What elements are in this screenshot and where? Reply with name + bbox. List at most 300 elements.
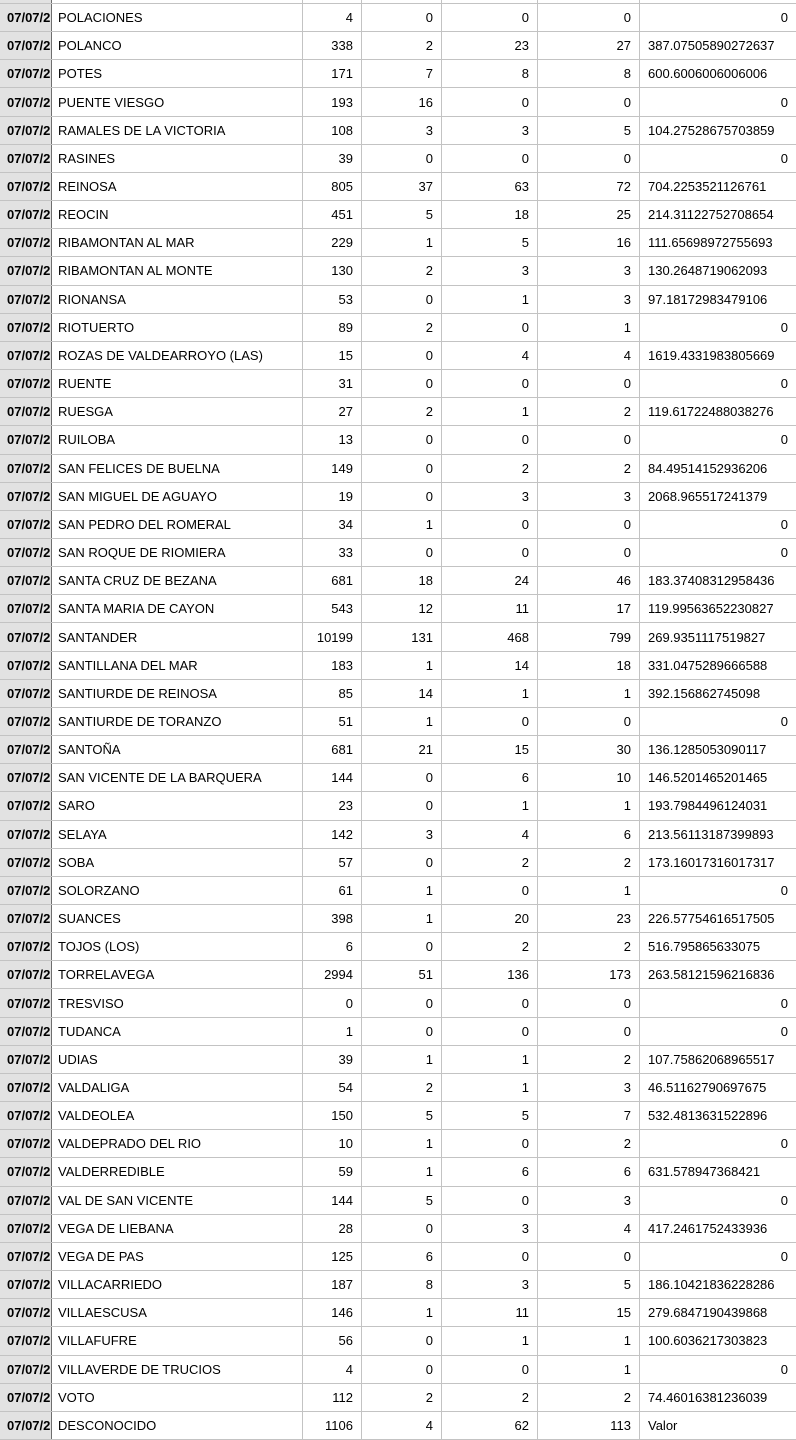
value-cell-2[interactable]: 131: [362, 623, 442, 650]
value-cell-4[interactable]: 25: [538, 201, 640, 228]
rate-cell[interactable]: 193.7984496124031: [648, 798, 768, 814]
rate-cell[interactable]: 331.0475289666588: [648, 657, 768, 673]
value-cell-1[interactable]: 183: [303, 652, 362, 679]
value-cell-3[interactable]: 136: [442, 961, 538, 988]
value-cell-3[interactable]: 0: [442, 88, 538, 115]
municipality-cell[interactable]: SANTIURDE DE REINOSA: [52, 680, 303, 707]
date-cell[interactable]: 07/07/2: [0, 539, 52, 566]
value-cell-2[interactable]: 3: [362, 117, 442, 144]
municipality-cell[interactable]: SANTILLANA DEL MAR: [52, 652, 303, 679]
value-cell-2[interactable]: 6: [362, 1243, 442, 1270]
value-cell-1[interactable]: 28: [303, 1215, 362, 1242]
municipality-cell[interactable]: SANTOÑA: [52, 736, 303, 763]
value-cell-2[interactable]: 18: [362, 567, 442, 594]
municipality-cell[interactable]: VALDALIGA: [52, 1074, 303, 1101]
value-cell-1[interactable]: 130: [303, 257, 362, 284]
date-cell[interactable]: 07/07/2: [0, 989, 52, 1016]
value-cell-1[interactable]: 398: [303, 905, 362, 932]
value-cell-3[interactable]: 63: [442, 173, 538, 200]
municipality-cell[interactable]: POTES: [52, 60, 303, 87]
value-cell-4[interactable]: 2: [538, 1046, 640, 1073]
municipality-cell[interactable]: PUENTE VIESGO: [52, 88, 303, 115]
value-cell-2[interactable]: 1: [362, 708, 442, 735]
value-cell-3[interactable]: 18: [442, 201, 538, 228]
date-cell[interactable]: 07/07/2: [0, 455, 52, 482]
date-cell[interactable]: 07/07/2: [0, 1215, 52, 1242]
value-cell-3[interactable]: 0: [442, 145, 538, 172]
municipality-cell[interactable]: SAN PEDRO DEL ROMERAL: [52, 511, 303, 538]
rate-cell[interactable]: 0: [780, 94, 788, 110]
value-cell-4[interactable]: 17: [538, 595, 640, 622]
value-cell-3[interactable]: 1: [442, 286, 538, 313]
date-cell[interactable]: 07/07/2: [0, 286, 52, 313]
rate-cell[interactable]: 46.51162790697675: [648, 1080, 767, 1096]
municipality-cell[interactable]: UDIAS: [52, 1046, 303, 1073]
rate-cell[interactable]: 631.578947368421: [648, 1164, 761, 1180]
value-cell-1[interactable]: 54: [303, 1074, 362, 1101]
date-cell[interactable]: 07/07/2: [0, 229, 52, 256]
date-cell[interactable]: 07/07/2: [0, 398, 52, 425]
value-cell-2[interactable]: 2: [362, 257, 442, 284]
rate-cell[interactable]: 119.99563652230827: [648, 601, 774, 617]
value-cell-3[interactable]: 0: [442, 1187, 538, 1214]
value-cell-3[interactable]: 23: [442, 32, 538, 59]
municipality-cell[interactable]: SAN MIGUEL DE AGUAYO: [52, 483, 303, 510]
municipality-cell[interactable]: ROZAS DE VALDEARROYO (LAS): [52, 342, 303, 369]
value-cell-2[interactable]: 1: [362, 1299, 442, 1326]
date-cell[interactable]: 07/07/2: [0, 257, 52, 284]
value-cell-4[interactable]: 3: [538, 1074, 640, 1101]
rate-cell[interactable]: 0: [780, 545, 788, 561]
rate-cell[interactable]: 0: [780, 1248, 788, 1264]
municipality-cell[interactable]: SAN FELICES DE BUELNA: [52, 455, 303, 482]
value-cell-3[interactable]: 11: [442, 1299, 538, 1326]
municipality-cell[interactable]: VALDEOLEA: [52, 1102, 303, 1129]
value-cell-4[interactable]: [538, 0, 640, 3]
municipality-cell[interactable]: TORRELAVEGA: [52, 961, 303, 988]
value-cell-1[interactable]: 146: [303, 1299, 362, 1326]
municipality-cell[interactable]: SOLORZANO: [52, 877, 303, 904]
value-cell-3[interactable]: 0: [442, 708, 538, 735]
value-cell-2[interactable]: 1: [362, 877, 442, 904]
value-cell-1[interactable]: 10: [303, 1130, 362, 1157]
value-cell-4[interactable]: 0: [538, 511, 640, 538]
rate-cell[interactable]: 704.2253521126761: [648, 179, 767, 195]
value-cell-1[interactable]: 149: [303, 455, 362, 482]
value-cell-1[interactable]: 19: [303, 483, 362, 510]
value-cell-3[interactable]: 1: [442, 680, 538, 707]
date-cell[interactable]: 07/07/2: [0, 1187, 52, 1214]
value-cell-4[interactable]: 799: [538, 623, 640, 650]
value-cell-3[interactable]: 0: [442, 1243, 538, 1270]
value-cell-1[interactable]: 10199: [303, 623, 362, 650]
municipality-cell[interactable]: POLANCO: [52, 32, 303, 59]
date-cell[interactable]: 07/07/2: [0, 905, 52, 932]
value-cell-1[interactable]: 125: [303, 1243, 362, 1270]
value-cell-4[interactable]: 27: [538, 32, 640, 59]
value-cell-1[interactable]: 681: [303, 567, 362, 594]
value-cell-4[interactable]: 3: [538, 1187, 640, 1214]
value-cell-4[interactable]: 5: [538, 117, 640, 144]
date-cell[interactable]: 07/07/2: [0, 32, 52, 59]
rate-cell[interactable]: Valor: [648, 1417, 678, 1433]
value-cell-4[interactable]: 0: [538, 989, 640, 1016]
date-cell[interactable]: 07/07/2: [0, 173, 52, 200]
rate-cell[interactable]: [640, 0, 796, 3]
value-cell-4[interactable]: 5: [538, 1271, 640, 1298]
municipality-cell[interactable]: SANTA MARIA DE CAYON: [52, 595, 303, 622]
value-cell-3[interactable]: 0: [442, 511, 538, 538]
value-cell-2[interactable]: 2: [362, 1384, 442, 1411]
value-cell-3[interactable]: 0: [442, 4, 538, 31]
value-cell-2[interactable]: 7: [362, 60, 442, 87]
date-cell[interactable]: 07/07/2: [0, 342, 52, 369]
municipality-cell[interactable]: VILLAFUFRE: [52, 1327, 303, 1354]
date-cell[interactable]: 07/07/2: [0, 1158, 52, 1185]
municipality-cell[interactable]: VILLAESCUSA: [52, 1299, 303, 1326]
value-cell-3[interactable]: 14: [442, 652, 538, 679]
value-cell-2[interactable]: 0: [362, 764, 442, 791]
value-cell-4[interactable]: 0: [538, 1018, 640, 1045]
value-cell-1[interactable]: 27: [303, 398, 362, 425]
value-cell-2[interactable]: 0: [362, 4, 442, 31]
municipality-cell[interactable]: RIBAMONTAN AL MAR: [52, 229, 303, 256]
rate-cell[interactable]: 0: [780, 516, 788, 532]
rate-cell[interactable]: 111.65698972755693: [648, 235, 773, 251]
value-cell-2[interactable]: 3: [362, 821, 442, 848]
date-cell[interactable]: 07/07/2: [0, 1102, 52, 1129]
date-cell[interactable]: 07/07/2: [0, 849, 52, 876]
date-cell[interactable]: 07/07/2: [0, 426, 52, 453]
rate-cell[interactable]: 0: [780, 995, 788, 1011]
value-cell-1[interactable]: 193: [303, 88, 362, 115]
value-cell-4[interactable]: 0: [538, 4, 640, 31]
date-cell[interactable]: 07/07/2: [0, 88, 52, 115]
rate-cell[interactable]: 146.5201465201465: [648, 770, 768, 786]
value-cell-3[interactable]: 3: [442, 257, 538, 284]
rate-cell[interactable]: 0: [780, 713, 788, 729]
rate-cell[interactable]: 214.31122752708654: [648, 207, 774, 223]
municipality-cell[interactable]: VALDERREDIBLE: [52, 1158, 303, 1185]
value-cell-2[interactable]: 0: [362, 1018, 442, 1045]
municipality-cell[interactable]: SUANCES: [52, 905, 303, 932]
value-cell-2[interactable]: 12: [362, 595, 442, 622]
municipality-cell[interactable]: SANTIURDE DE TORANZO: [52, 708, 303, 735]
value-cell-1[interactable]: 13: [303, 426, 362, 453]
value-cell-3[interactable]: 0: [442, 1130, 538, 1157]
value-cell-4[interactable]: 1: [538, 1356, 640, 1383]
value-cell-3[interactable]: 62: [442, 1412, 538, 1439]
date-cell[interactable]: 07/07/2: [0, 821, 52, 848]
date-cell[interactable]: 07/07/2: [0, 1046, 52, 1073]
value-cell-1[interactable]: 142: [303, 821, 362, 848]
rate-cell[interactable]: 263.58121596216836: [648, 967, 775, 983]
municipality-cell[interactable]: SOBA: [52, 849, 303, 876]
value-cell-1[interactable]: 51: [303, 708, 362, 735]
date-cell[interactable]: 07/07/2: [0, 1074, 52, 1101]
value-cell-3[interactable]: 4: [442, 342, 538, 369]
value-cell-3[interactable]: 1: [442, 792, 538, 819]
value-cell-3[interactable]: 2: [442, 849, 538, 876]
value-cell-2[interactable]: 8: [362, 1271, 442, 1298]
rate-cell[interactable]: 84.49514152936206: [648, 460, 768, 476]
date-cell[interactable]: 07/07/2: [0, 145, 52, 172]
municipality-cell[interactable]: RUESGA: [52, 398, 303, 425]
value-cell-2[interactable]: 5: [362, 201, 442, 228]
value-cell-1[interactable]: 85: [303, 680, 362, 707]
municipality-cell[interactable]: TRESVISO: [52, 989, 303, 1016]
municipality-cell[interactable]: SELAYA: [52, 821, 303, 848]
date-cell[interactable]: 07/07/2: [0, 1299, 52, 1326]
date-cell[interactable]: 07/07/2: [0, 511, 52, 538]
value-cell-1[interactable]: 6: [303, 933, 362, 960]
value-cell-4[interactable]: 1: [538, 680, 640, 707]
value-cell-4[interactable]: 4: [538, 342, 640, 369]
value-cell-3[interactable]: 6: [442, 1158, 538, 1185]
value-cell-3[interactable]: 0: [442, 426, 538, 453]
value-cell-1[interactable]: 33: [303, 539, 362, 566]
municipality-cell[interactable]: DESCONOCIDO: [52, 1412, 303, 1439]
value-cell-2[interactable]: 0: [362, 455, 442, 482]
value-cell-2[interactable]: 1: [362, 1046, 442, 1073]
value-cell-4[interactable]: 0: [538, 1243, 640, 1270]
value-cell-4[interactable]: 72: [538, 173, 640, 200]
municipality-cell[interactable]: RUENTE: [52, 370, 303, 397]
rate-cell[interactable]: 0: [780, 1023, 788, 1039]
value-cell-4[interactable]: 30: [538, 736, 640, 763]
rate-cell[interactable]: 74.46016381236039: [648, 1389, 768, 1405]
value-cell-4[interactable]: 3: [538, 483, 640, 510]
value-cell-2[interactable]: 37: [362, 173, 442, 200]
date-cell[interactable]: 07/07/2: [0, 567, 52, 594]
municipality-cell[interactable]: RUILOBA: [52, 426, 303, 453]
value-cell-2[interactable]: 0: [362, 792, 442, 819]
rate-cell[interactable]: 136.1285053090117: [648, 742, 767, 758]
rate-cell[interactable]: 107.75862068965517: [648, 1051, 775, 1067]
date-cell[interactable]: 07/07/2: [0, 652, 52, 679]
value-cell-4[interactable]: 6: [538, 1158, 640, 1185]
rate-cell[interactable]: 130.2648719062093: [648, 263, 768, 279]
value-cell-1[interactable]: 681: [303, 736, 362, 763]
rate-cell[interactable]: 0: [780, 1361, 788, 1377]
value-cell-4[interactable]: 1: [538, 877, 640, 904]
municipality-cell[interactable]: REINOSA: [52, 173, 303, 200]
date-cell[interactable]: 07/07/2: [0, 736, 52, 763]
value-cell-1[interactable]: 53: [303, 286, 362, 313]
date-cell[interactable]: 07/07/2: [0, 680, 52, 707]
value-cell-3[interactable]: 1: [442, 398, 538, 425]
value-cell-4[interactable]: 7: [538, 1102, 640, 1129]
value-cell-2[interactable]: 1: [362, 511, 442, 538]
value-cell-3[interactable]: 11: [442, 595, 538, 622]
value-cell-3[interactable]: 4: [442, 821, 538, 848]
value-cell-4[interactable]: 6: [538, 821, 640, 848]
value-cell-2[interactable]: 4: [362, 1412, 442, 1439]
date-cell[interactable]: 07/07/2: [0, 877, 52, 904]
rate-cell[interactable]: 186.10421836228286: [648, 1277, 775, 1293]
value-cell-3[interactable]: 1: [442, 1327, 538, 1354]
date-cell[interactable]: 07/07/2: [0, 792, 52, 819]
value-cell-2[interactable]: 2: [362, 32, 442, 59]
value-cell-1[interactable]: 4: [303, 4, 362, 31]
rate-cell[interactable]: 226.57754616517505: [648, 911, 775, 927]
value-cell-2[interactable]: 1: [362, 229, 442, 256]
value-cell-1[interactable]: 4: [303, 1356, 362, 1383]
date-cell[interactable]: 07/07/2: [0, 370, 52, 397]
value-cell-2[interactable]: 0: [362, 145, 442, 172]
date-cell[interactable]: 07/07/2: [0, 1018, 52, 1045]
value-cell-1[interactable]: 1106: [303, 1412, 362, 1439]
date-cell[interactable]: 07/07/2: [0, 764, 52, 791]
date-cell[interactable]: [0, 0, 52, 3]
value-cell-1[interactable]: 543: [303, 595, 362, 622]
value-cell-4[interactable]: 2: [538, 455, 640, 482]
value-cell-2[interactable]: 0: [362, 539, 442, 566]
municipality-cell[interactable]: VEGA DE LIEBANA: [52, 1215, 303, 1242]
value-cell-1[interactable]: 187: [303, 1271, 362, 1298]
date-cell[interactable]: 07/07/2: [0, 1243, 52, 1270]
value-cell-2[interactable]: 0: [362, 1327, 442, 1354]
value-cell-3[interactable]: 1: [442, 1074, 538, 1101]
value-cell-2[interactable]: 0: [362, 933, 442, 960]
value-cell-1[interactable]: 57: [303, 849, 362, 876]
value-cell-4[interactable]: 0: [538, 370, 640, 397]
value-cell-3[interactable]: 3: [442, 117, 538, 144]
value-cell-1[interactable]: 2994: [303, 961, 362, 988]
value-cell-2[interactable]: 5: [362, 1102, 442, 1129]
municipality-cell[interactable]: RIOTUERTO: [52, 314, 303, 341]
rate-cell[interactable]: 0: [780, 319, 788, 335]
value-cell-3[interactable]: 5: [442, 1102, 538, 1129]
rate-cell[interactable]: 0: [780, 150, 788, 166]
municipality-cell[interactable]: VILLAVERDE DE TRUCIOS: [52, 1356, 303, 1383]
value-cell-4[interactable]: 15: [538, 1299, 640, 1326]
value-cell-2[interactable]: 0: [362, 342, 442, 369]
municipality-cell[interactable]: SAN ROQUE DE RIOMIERA: [52, 539, 303, 566]
rate-cell[interactable]: 100.6036217303823: [648, 1333, 768, 1349]
value-cell-2[interactable]: 0: [362, 989, 442, 1016]
value-cell-2[interactable]: 1: [362, 1130, 442, 1157]
value-cell-4[interactable]: 0: [538, 539, 640, 566]
value-cell-3[interactable]: 0: [442, 314, 538, 341]
value-cell-1[interactable]: 108: [303, 117, 362, 144]
value-cell-2[interactable]: 1: [362, 1158, 442, 1185]
value-cell-1[interactable]: 15: [303, 342, 362, 369]
value-cell-2[interactable]: 0: [362, 483, 442, 510]
value-cell-1[interactable]: 1: [303, 1018, 362, 1045]
value-cell-3[interactable]: 0: [442, 1018, 538, 1045]
value-cell-1[interactable]: 451: [303, 201, 362, 228]
municipality-cell[interactable]: REOCIN: [52, 201, 303, 228]
value-cell-4[interactable]: 2: [538, 1384, 640, 1411]
value-cell-1[interactable]: 89: [303, 314, 362, 341]
value-cell-1[interactable]: 338: [303, 32, 362, 59]
value-cell-1[interactable]: 61: [303, 877, 362, 904]
date-cell[interactable]: 07/07/2: [0, 708, 52, 735]
value-cell-3[interactable]: 24: [442, 567, 538, 594]
municipality-cell[interactable]: RIONANSA: [52, 286, 303, 313]
rate-cell[interactable]: 0: [780, 1192, 788, 1208]
date-cell[interactable]: 07/07/2: [0, 1412, 52, 1439]
rate-cell[interactable]: 0: [780, 882, 788, 898]
value-cell-4[interactable]: 2: [538, 1130, 640, 1157]
value-cell-4[interactable]: 3: [538, 257, 640, 284]
value-cell-3[interactable]: 8: [442, 60, 538, 87]
rate-cell[interactable]: 279.6847190439868: [648, 1305, 768, 1321]
rate-cell[interactable]: 532.4813631522896: [648, 1108, 768, 1124]
date-cell[interactable]: 07/07/2: [0, 1327, 52, 1354]
date-cell[interactable]: 07/07/2: [0, 933, 52, 960]
date-cell[interactable]: 07/07/2: [0, 314, 52, 341]
value-cell-1[interactable]: 56: [303, 1327, 362, 1354]
value-cell-3[interactable]: 2: [442, 1384, 538, 1411]
value-cell-2[interactable]: 0: [362, 849, 442, 876]
value-cell-2[interactable]: 0: [362, 1215, 442, 1242]
date-cell[interactable]: 07/07/2: [0, 961, 52, 988]
value-cell-1[interactable]: 805: [303, 173, 362, 200]
value-cell-2[interactable]: 2: [362, 1074, 442, 1101]
value-cell-3[interactable]: [442, 0, 538, 3]
rate-cell[interactable]: 0: [780, 376, 788, 392]
value-cell-4[interactable]: 113: [538, 1412, 640, 1439]
rate-cell[interactable]: 1619.4331983805669: [648, 347, 775, 363]
rate-cell[interactable]: 173.16017316017317: [648, 854, 775, 870]
rate-cell[interactable]: 0: [780, 10, 788, 26]
date-cell[interactable]: 07/07/2: [0, 1271, 52, 1298]
municipality-cell[interactable]: RAMALES DE LA VICTORIA: [52, 117, 303, 144]
value-cell-2[interactable]: 16: [362, 88, 442, 115]
value-cell-2[interactable]: 0: [362, 426, 442, 453]
municipality-cell[interactable]: SAN VICENTE DE LA BARQUERA: [52, 764, 303, 791]
value-cell-3[interactable]: 468: [442, 623, 538, 650]
value-cell-4[interactable]: 0: [538, 426, 640, 453]
value-cell-2[interactable]: 14: [362, 680, 442, 707]
value-cell-4[interactable]: 2: [538, 398, 640, 425]
rate-cell[interactable]: 0: [780, 1136, 788, 1152]
municipality-cell[interactable]: SANTANDER: [52, 623, 303, 650]
value-cell-2[interactable]: [362, 0, 442, 3]
value-cell-1[interactable]: 229: [303, 229, 362, 256]
value-cell-2[interactable]: 51: [362, 961, 442, 988]
rate-cell[interactable]: 392.156862745098: [648, 685, 761, 701]
date-cell[interactable]: 07/07/2: [0, 595, 52, 622]
value-cell-4[interactable]: 10: [538, 764, 640, 791]
value-cell-3[interactable]: 3: [442, 1271, 538, 1298]
value-cell-4[interactable]: 0: [538, 708, 640, 735]
rate-cell[interactable]: 0: [780, 432, 788, 448]
value-cell-4[interactable]: 1: [538, 792, 640, 819]
value-cell-4[interactable]: 0: [538, 88, 640, 115]
value-cell-1[interactable]: 144: [303, 764, 362, 791]
municipality-cell[interactable]: VEGA DE PAS: [52, 1243, 303, 1270]
municipality-cell[interactable]: VAL DE SAN VICENTE: [52, 1187, 303, 1214]
value-cell-1[interactable]: 39: [303, 145, 362, 172]
value-cell-4[interactable]: 173: [538, 961, 640, 988]
value-cell-4[interactable]: 1: [538, 1327, 640, 1354]
value-cell-1[interactable]: 23: [303, 792, 362, 819]
date-cell[interactable]: 07/07/2: [0, 1130, 52, 1157]
rate-cell[interactable]: 600.6006006006006: [648, 66, 768, 82]
municipality-cell[interactable]: TOJOS (LOS): [52, 933, 303, 960]
value-cell-2[interactable]: 0: [362, 286, 442, 313]
value-cell-1[interactable]: 150: [303, 1102, 362, 1129]
value-cell-1[interactable]: 59: [303, 1158, 362, 1185]
value-cell-4[interactable]: 16: [538, 229, 640, 256]
value-cell-2[interactable]: 0: [362, 370, 442, 397]
municipality-cell[interactable]: SANTA CRUZ DE BEZANA: [52, 567, 303, 594]
municipality-cell[interactable]: VOTO: [52, 1384, 303, 1411]
value-cell-3[interactable]: 5: [442, 229, 538, 256]
